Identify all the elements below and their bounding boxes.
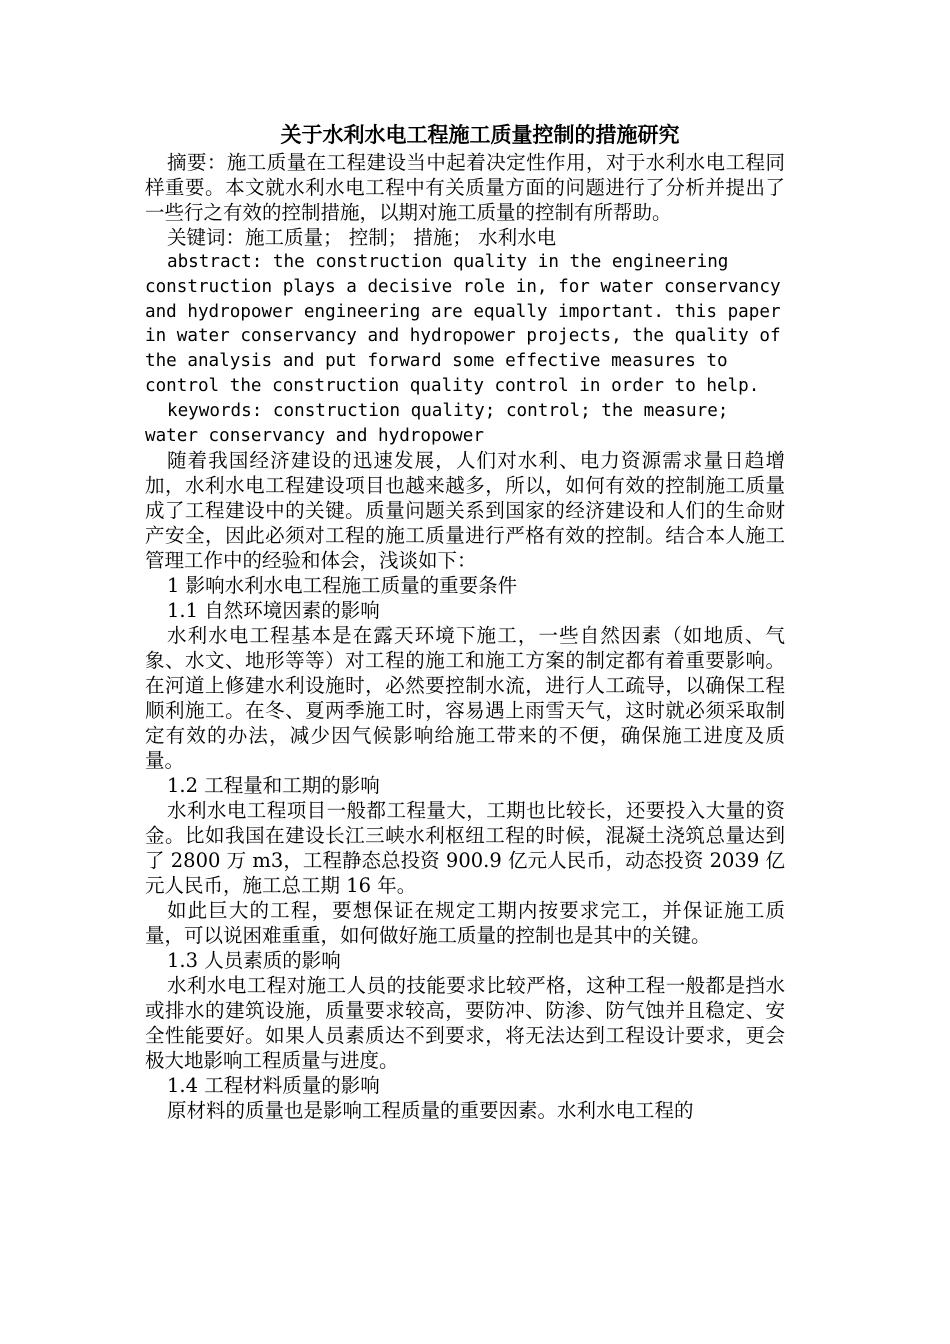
keywords-cn: 关键词：施工质量； 控制； 措施； 水利水电 — [167, 226, 557, 249]
section-1-heading: 1 影响水利水电工程施工质量的重要条件 — [167, 574, 518, 598]
section-1-2-text-1: 水利水电工程项目一般都工程量大，工期也比较长，还要投入大量的资金。比如我国在建设长江三峡水利枢纽工程的时候，混凝土浇筑总量达到了 2800 万 m3，工程静态总投资 900.9 亿元人民币，动态投资 2039 亿元人民币，施工总工期 16 年。 — [145, 799, 785, 898]
section-1-1-heading: 1.1 自然环境因素的影响 — [167, 599, 380, 623]
section-1-4-text: 原材料的质量也是影响工程质量的重要因素。水利水电工程的 — [167, 1099, 694, 1123]
section-1-1-text: 水利水电工程基本是在露天环境下施工，一些自然因素（如地质、气象、水文、地形等等）对工程的施工和施工方案的制定都有着重要影响。在河道上修建水利设施时，必然要控制水流，进行人工疏导，以确保工程顺利施工。在冬、夏两季施工时，容易遇上雨雪天气，这时就必须采取制定有效的办法，减少因气候影响给施工带来的不便，确保施工进度及质量。 — [145, 624, 785, 773]
abstract-en: abstract: the construction quality in the engineering construction plays a decisive role in, for water conservancy and hydropower engineering are equally important. this paper in water conservancy and hydropower projects, the quality of the analysis and put forward some effective measures to control the construction quality control in order to help. — [145, 252, 781, 396]
section-1-4-heading: 1.4 工程材料质量的影响 — [167, 1074, 380, 1098]
document-title: 关于水利水电工程施工质量控制的措施研究 — [280, 123, 680, 147]
intro-paragraph: 随着我国经济建设的迅速发展，人们对水利、电力资源需求量日趋增加，水利水电工程建设项目也越来越多，所以，如何有效的控制施工质量成了工程建设中的关键。质量问题关系到国家的经济建设和人们的生命财产安全，因此必须对工程的施工质量进行严格有效的控制。结合本人施工管理工作中的经验和体会，浅谈如下： — [145, 449, 785, 573]
section-1-3-text: 水利水电工程对施工人员的技能要求比较严格，这种工程一般都是挡水或排水的建筑设施，质量要求较高，要防冲、防渗、防气蚀并且稳定、安全性能要好。如果人员素质达不到要求，将无法达到工程设计要求，更会极大地影响工程质量与进度。 — [145, 974, 785, 1073]
abstract-cn: 摘要：施工质量在工程建设当中起着决定性作用，对于水利水电工程同样重要。本文就水利水电工程中有关质量方面的问题进行了分析并提出了一些行之有效的控制措施，以期对施工质量的控制有所帮助。 — [145, 151, 785, 224]
section-1-3-heading: 1.3 人员素质的影响 — [167, 949, 341, 973]
document-body — [145, 121, 785, 1123]
keywords-en: keywords: construction quality; control; the measure; water conservancy and hydropower — [145, 400, 729, 446]
section-1-2-heading: 1.2 工程量和工期的影响 — [167, 774, 380, 798]
section-1-2-text-2: 如此巨大的工程，要想保证在规定工期内按要求完工，并保证施工质量，可以说困难重重，如何做好施工质量的控制也是其中的关键。 — [145, 899, 785, 948]
